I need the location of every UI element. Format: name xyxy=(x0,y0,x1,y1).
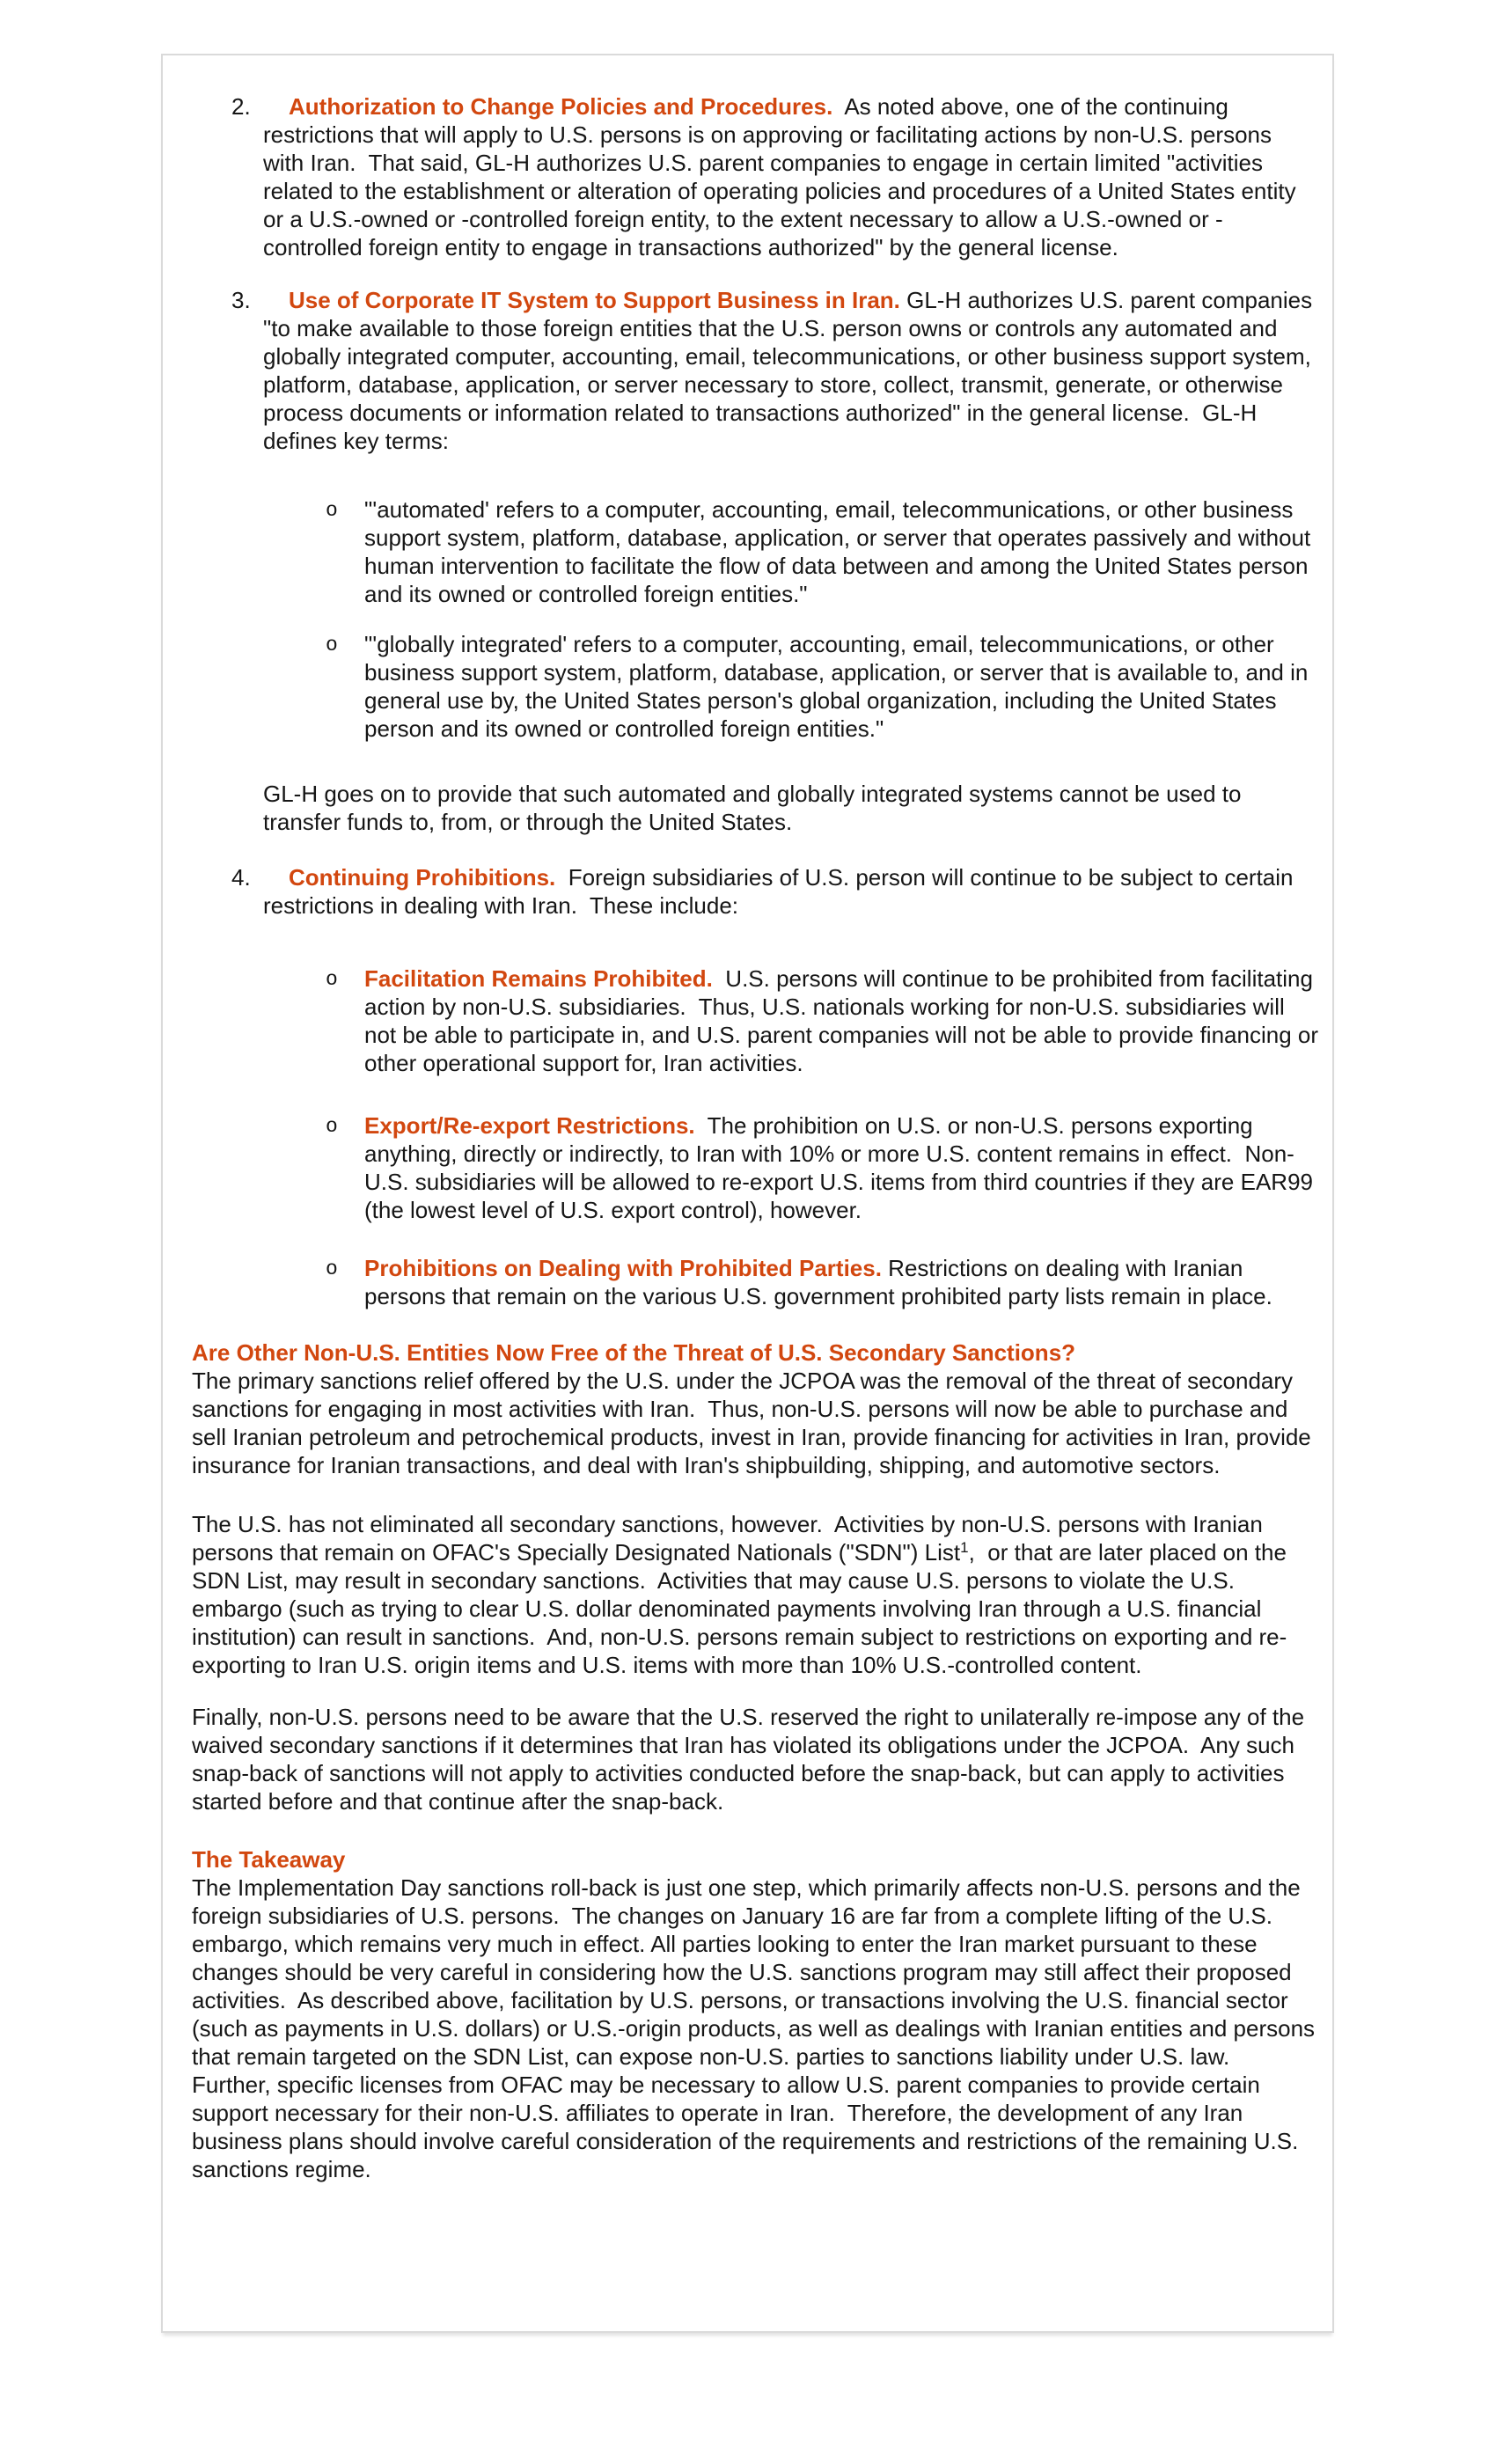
paragraph-not-eliminated xyxy=(192,1510,1318,1679)
sub-bullet-export xyxy=(326,1111,1320,1224)
footnote-superscript: 1 xyxy=(960,1539,969,1556)
paragraph-finally-snapback: Finally, non-U.S. persons need to be aware that the U.S. reserved the right to unilaterally re-impose any of the waived secondary sanctions if it determines that Iran has violated its obligations under the JCPOA. Any such snap-back of sanctions will not apply to activities conducted before the snap-back, but can apply to activities started before and that continue after the snap-back. xyxy=(192,1704,1311,1815)
item-3-continuation-paragraph: GL-H goes on to provide that such automated and globally integrated systems cannot be used to transfer funds to, from, or through the United States. xyxy=(263,781,1248,835)
item-2-body: As noted above, one of the continuing restrictions that will apply to U.S. persons is on approving or facilitating actions by non-U.S. persons with Iran. That said, GL-H authorizes U.S. parent companies to engage in certain limited "activities related to the establishment or alteration of operating policies and procedures of a United States entity or a U.S.-owned or -controlled foreign entity, to the extent necessary to allow a U.S.-owned or -controlled foreign entity to engage in transactions authorized" by the general license. xyxy=(263,93,1302,260)
document-page xyxy=(161,54,1334,2333)
section-heading-takeaway: The Takeaway xyxy=(192,1846,346,1873)
bullet-marker: o xyxy=(326,634,338,656)
item-3-heading: Use of Corporate IT System to Support Business in Iran. xyxy=(289,287,900,313)
bullet-export-heading: Export/Re-export Restrictions. xyxy=(364,1112,695,1139)
bullet-prohibited-parties-heading: Prohibitions on Dealing with Prohibited Parties. xyxy=(364,1255,882,1281)
bullet-marker: o xyxy=(326,499,338,522)
bullet-facilitation-text: U.S. persons will continue to be prohibited from facilitating action by non-U.S. subsidiaries. Thus, U.S. nationals working for non-U.S. subsidiaries will not be able to participate in, and U.S. parent companies will not be able to provide financing or other operational support for, Iran activities. xyxy=(364,965,1325,1076)
paragraph-primary-relief: The primary sanctions relief offered by the U.S. under the JCPOA was the removal of the threat of secondary sanctions for engaging in most activities with Iran. Thus, non-U.S. persons will now be able to purchase and sell Iranian petroleum and petrochemical products, invest in Iran, provide financing for activities in Iran, provide insurance for Iranian transactions, and deal with Iran's shipbuilding, shipping, and automotive sectors. xyxy=(192,1368,1317,1478)
item-4-body: Foreign subsidiaries of U.S. person will continue to be subject to certain restrictions in dealing with Iran. These include: xyxy=(263,864,1300,919)
sub-bullet-globally-integrated xyxy=(326,630,1318,743)
sub-bullet-facilitation xyxy=(326,964,1325,1077)
paragraph-not-eliminated-post: , or that are later placed on the SDN List, may result in secondary sanctions. Activities that may cause U.S. persons to violate the U.S. embargo (such as trying to clear U.S. dollar denominated payments involving Iran through a U.S. financial institution) can result in sanctions. And, non-U.S. persons remain subject to restrictions on exporting and re-exporting to Iran U.S. origin items and U.S. items with more than 10% U.S.-controlled content. xyxy=(192,1539,1294,1678)
item-3-number: 3. xyxy=(231,287,251,313)
sub-bullet-prohibited-parties xyxy=(326,1254,1318,1310)
item-4-heading: Continuing Prohibitions. xyxy=(289,864,556,891)
numbered-item-4 xyxy=(231,863,1318,920)
numbered-item-3 xyxy=(231,286,1319,455)
bullet-globally-text: "'globally integrated' refers to a computer, accounting, email, telecommunications, or other business support system, platform, database, application, or server that is available to, and in general use by, the United States person's global organization, including the United States person and its owned or controlled foreign entities." xyxy=(364,631,1315,742)
section-heading-secondary-sanctions: Are Other Non-U.S. Entities Now Free of the Threat of U.S. Secondary Sanctions? xyxy=(192,1339,1076,1366)
numbered-item-2 xyxy=(231,92,1318,261)
bullet-facilitation-heading: Facilitation Remains Prohibited. xyxy=(364,965,713,992)
bullet-marker: o xyxy=(326,1258,338,1280)
item-4-number: 4. xyxy=(231,864,251,891)
sub-bullet-automated xyxy=(326,495,1318,608)
bullet-prohibited-parties-text: Restrictions on dealing with Iranian persons that remain on the various U.S. government prohibited party lists remain in place. xyxy=(364,1255,1272,1309)
paragraph-not-eliminated-pre: The U.S. has not eliminated all secondary sanctions, however. Activities by non-U.S. persons with Iranian persons that remain on OFAC's Specially Designated Nationals ("SDN") List xyxy=(192,1511,1270,1566)
paragraph-takeaway: The Implementation Day sanctions roll-back is just one step, which primarily affects non-U.S. persons and the foreign subsidiaries of U.S. persons. The changes on January 16 are far from a complete lifting of the U.S. embargo, which remains very much in effect. All parties looking to enter the Iran market pursuant to these changes should be very careful in considering how the U.S. sanctions program may still affect their proposed activities. As described above, facilitation by U.S. persons, or transactions involving the U.S. financial sector (such as payments in U.S. dollars) or U.S.-origin products, as well as dealings with Iranian entities and persons that remain targeted on the SDN List, can expose non-U.S. parties to sanctions liability under U.S. law. Further, specific licenses from OFAC may be necessary to allow U.S. parent companies to provide certain support necessary for their non-U.S. affiliates to operate in Iran. Therefore, the development of any Iran business plans should involve careful consideration of the requirements and restrictions of the remaining U.S. sanctions regime. xyxy=(192,1874,1322,2182)
bullet-marker: o xyxy=(326,1115,338,1138)
bullet-marker: o xyxy=(326,968,338,991)
item-3-body: GL-H authorizes U.S. parent companies "to make available to those foreign entities that the U.S. person owns or controls any automated and globally integrated computer, accounting, email, telecommunications, or other business support system, platform, database, application, or server necessary to store, collect, transmit, generate, or otherwise process documents or information related to transactions authorized" in the general license. GL-H defines key terms: xyxy=(263,287,1319,454)
item-2-number: 2. xyxy=(231,93,251,120)
item-2-heading: Authorization to Change Policies and Procedures. xyxy=(289,93,833,120)
bullet-automated-text: "'automated' refers to a computer, accounting, email, telecommunications, or other business support system, platform, database, application, or server that operates passively and without human intervention to facilitate the flow of data between and among the United States person and its owned or controlled foreign entities." xyxy=(364,496,1317,607)
bullet-export-text: The prohibition on U.S. or non-U.S. persons exporting anything, directly or indirectly, to Iran with 10% or more U.S. content remains in effect. Non-U.S. subsidiaries will be allowed to re-export U.S. items from third countries if they are EAR99 (the lowest level of U.S. export control), however. xyxy=(364,1112,1320,1223)
